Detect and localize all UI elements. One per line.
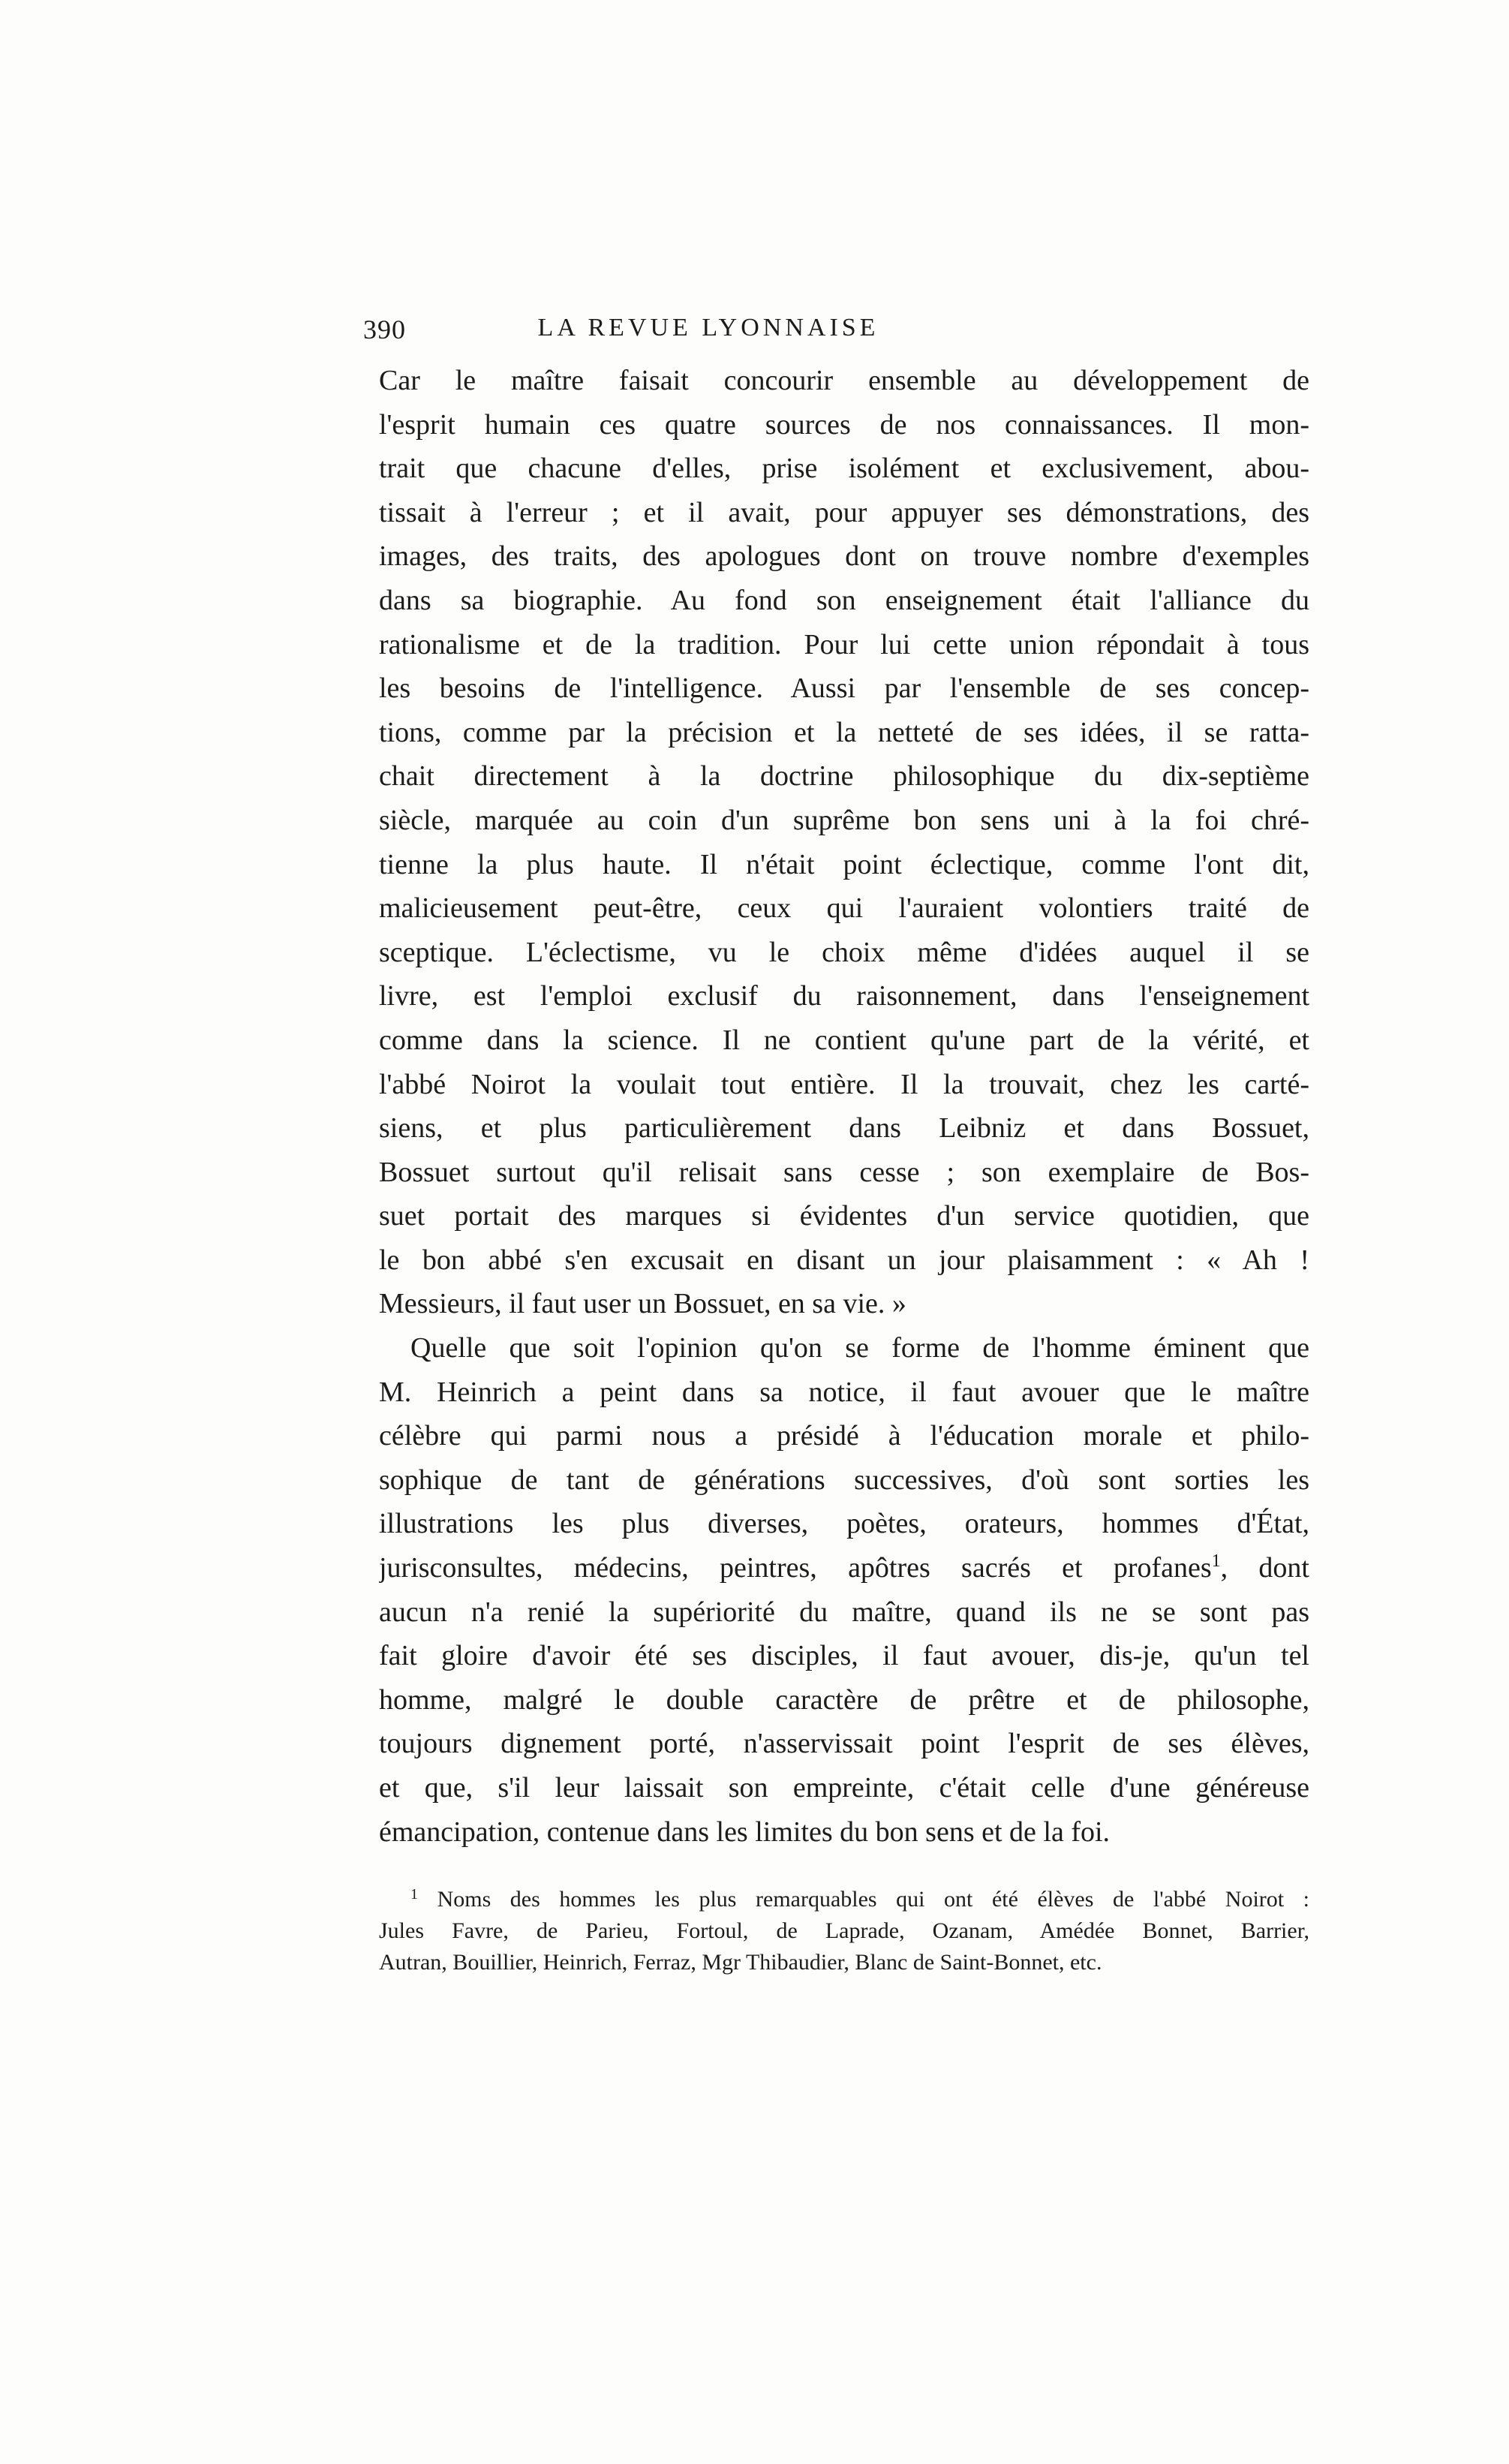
running-title: LA REVUE LYONNAISE [537,314,879,341]
text-line: chait directement à la doctrine philosophique du dix-septième [379,760,1309,793]
text-line: célèbre qui parmi nous a présidé à l'éducation morale et philo- [379,1420,1309,1452]
page-header [363,314,1054,353]
text-line: sophique de tant de générations successives, d'où sont sorties les [379,1464,1309,1496]
text-line-end: , dont [1220,1552,1309,1584]
body-text [379,359,1309,1854]
text-line: livre, est l'emploi exclusif du raisonnement, dans l'enseignement [379,980,1309,1012]
footnotes [379,1884,1309,1978]
text-line: homme, malgré le double caractère de prêtre et de philosophe, [379,1683,1309,1716]
text-line: toujours dignement porté, n'asservissait point l'esprit de ses élèves, [379,1728,1309,1760]
text-line: illustrations les plus diverses, poètes, orateurs, hommes d'État, [379,1508,1309,1540]
text-line: trait que chacune d'elles, prise isolément et exclusivement, abou- [379,453,1309,485]
footnote-line: Autran, Bouillier, Heinrich, Ferraz, Mgr Thibaudier, Blanc de Saint-Bonnet, etc. [379,1950,1102,1975]
text-line: tissait à l'erreur ; et il avait, pour appuyer ses démonstrations, des [379,496,1309,528]
text-line: siècle, marquée au coin d'un suprême bon sens uni à la foi chré- [379,804,1309,836]
text-line: aucun n'a renié la supériorité du maître, quand ils ne se sont pas [379,1596,1309,1628]
text-line: malicieusement peut-être, ceux qui l'auraient volontiers traité de [379,892,1309,925]
text-line: émancipation, contenue dans les limites du bon sens et de la foi. [379,1816,1111,1848]
text-line: siens, et plus particulièrement dans Leibniz et dans Bossuet, [379,1112,1309,1145]
text-line: Messieurs, il faut user un Bossuet, en sa vie. » [379,1288,906,1320]
text-line: images, des traits, des apologues dont on trouve nombre d'exemples [379,540,1309,573]
text-line: le bon abbé s'en excusait en disant un jour plaisamment : « Ah ! [379,1244,1309,1276]
text-line: tienne la plus haute. Il n'était point éclectique, comme l'ont dit, [379,848,1309,880]
page-number: 390 [363,314,406,344]
footnote-line [379,1884,1309,1915]
text-line: Bossuet surtout qu'il relisait sans cesse ; son exemplaire de Bos- [379,1156,1309,1188]
footnote-marker: 1 [410,1886,418,1903]
text-line: l'abbé Noirot la voulait tout entière. Il la trouvait, chez les carté- [379,1068,1309,1100]
text-line: Car le maître faisait concourir ensemble au développement de [379,365,1309,396]
footnote-text: Noms des hommes les plus remarquables qui ont été élèves de l'abbé Noirot : [437,1887,1309,1912]
text-line: comme dans la science. Il ne contient qu'une part de la vérité, et [379,1024,1309,1056]
text-line: et que, s'il leur laissait son empreinte, c'était celle d'une généreuse [379,1772,1309,1804]
footnote-reference: 1 [1211,1551,1221,1572]
text-line: tions, comme par la précision et la netteté de ses idées, il se ratta- [379,716,1309,748]
text-line: l'esprit humain ces quatre sources de nos connaissances. Il mon- [379,408,1309,441]
text-line-start: jurisconsultes, médecins, peintres, apôtres sacrés et profanes [379,1552,1212,1584]
text-line: sceptique. L'éclectisme, vu le choix même d'idées auquel il se [379,936,1309,968]
text-line: rationalisme et de la tradition. Pour lui cette union répondait à tous [379,628,1309,660]
text-line: les besoins de l'intelligence. Aussi par l'ensemble de ses concep- [379,672,1309,705]
text-line: fait gloire d'avoir été ses disciples, il faut avouer, dis-je, qu'un tel [379,1640,1309,1672]
text-line: dans sa biographie. Au fond son enseignement était l'alliance du [379,584,1309,616]
text-line: Quelle que soit l'opinion qu'on se forme de l'homme éminent que [410,1332,1309,1364]
footnote-line: Jules Favre, de Parieu, Fortoul, de Laprade, Ozanam, Amédée Bonnet, Barrier, [379,1918,1309,1943]
text-line: M. Heinrich a peint dans sa notice, il faut avouer que le maître [379,1376,1309,1408]
text-line-with-footnote [379,1546,1309,1590]
text-line: suet portait des marques si évidentes d'un service quotidien, que [379,1200,1309,1232]
